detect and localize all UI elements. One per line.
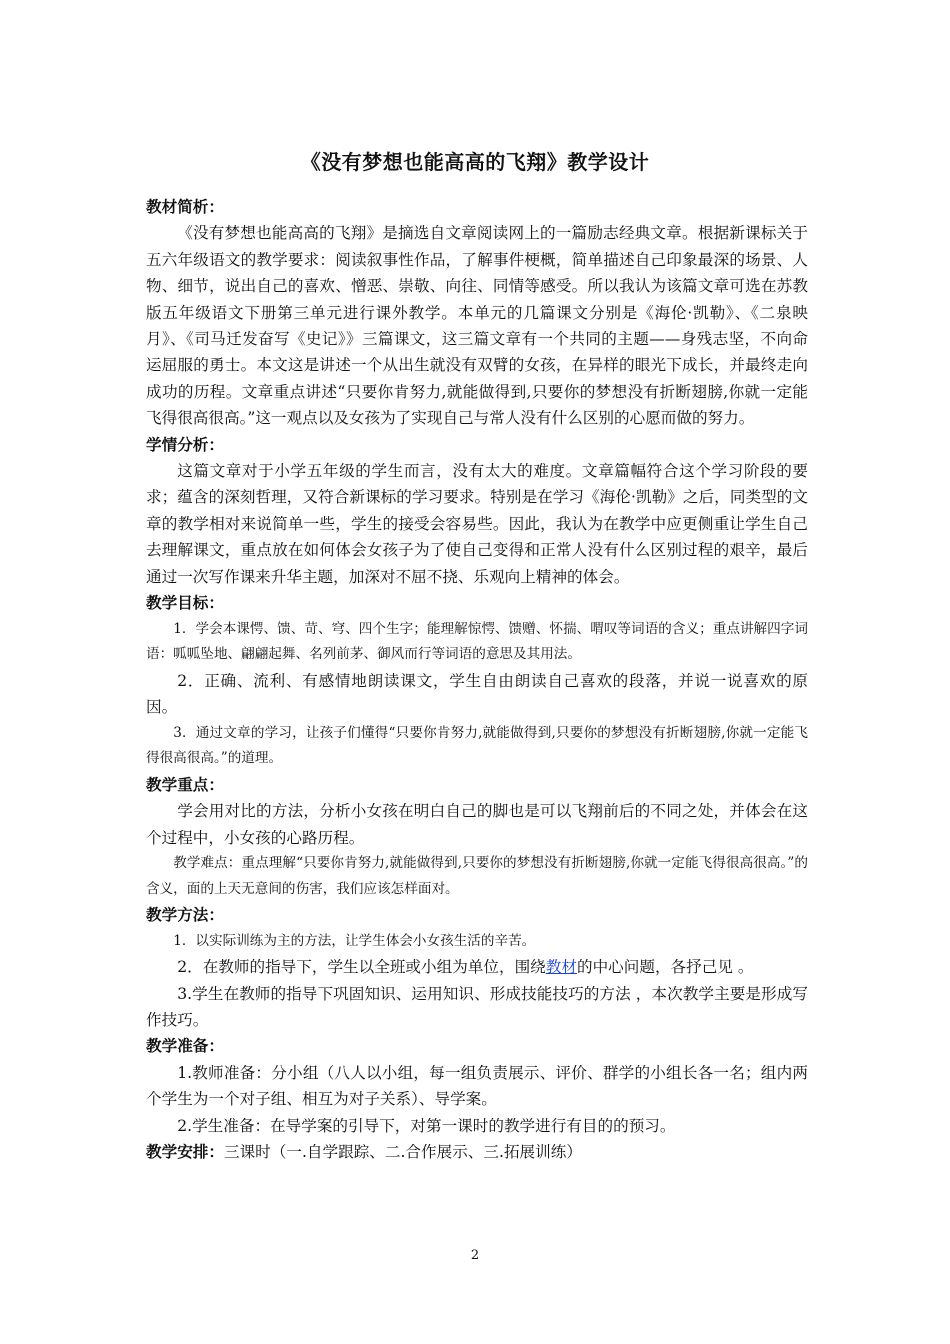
page-title: 《没有梦想也能高高的飞翔》教学设计	[300, 150, 650, 174]
material-paragraph: 《没有梦想也能高高的飞翔》是摘选自文章阅读网上的一篇励志经典文章。根据新课标关于五六年级语文的教学要求：阅读叙事性作品，了解事件梗概，简单描述自己印象最深的场景、人物、细节，说出自己的喜欢、憎恶、崇敬、向往、同情等感受。所以我认为该篇文章可选在苏教版五年级语文下册第三单元进行课外教学。本单元的几篇课文分别是《海伦·凯勒》、《二泉映月》、《司马迁发奋写《史记》》三篇课文，这三篇文章有一个共同的主题——身残志坚，不向命运屈服的勇士。本文这是讲述一个从出生就没有双臂的女孩，在异样的眼光下成长，并最终走向成功的历程。文章重点讲述“只要你肯努力,就能做得到,只要你的梦想没有折断翅膀,你就一定能飞得很高很高。”这一观点以及女孩为了实现自己与常人没有什么区别的心愿而做的努力。	[146, 224, 808, 428]
section-heading-methods: 教学方法：	[146, 906, 224, 925]
section-heading-students: 学情分析：	[146, 435, 224, 454]
document-body	[146, 194, 808, 1165]
prep-item-1: 1.教师准备：分小组（八人以小组，每一组负责展示、评价、群学的小组长各一名；组内两个学生为一个对子组、相互为对子关系）、导学案。	[146, 1063, 808, 1109]
schedule-line	[146, 1139, 808, 1165]
method-item-3: 3.学生在教师的指导下巩固知识、运用知识、形成技能技巧的方法 ，本次教学主要是形成写作技巧。	[146, 984, 808, 1029]
section-heading-goals: 教学目标：	[146, 594, 224, 613]
students-paragraph: 这篇文章对于小学五年级的学生而言，没有太大的难度。文章篇幅符合这个学习阶段的要求；蕴含的深刻哲理，又符合新课标的学习要求。特别是在学习《海伦·凯勒》之后，同类型的文章的教学相对来说简单一些，学生的接受会容易些。因此，我认为在教学中应更侧重让学生自己去理解课文，重点放在如何体会女孩子为了使自己变得和正常人没有什么区别过程的艰辛，最后通过一次写作课来升华主题，加深对不屈不挠、乐观向上精神的体会。	[146, 462, 808, 586]
section-heading-key: 教学重点：	[146, 775, 224, 794]
section-heading-prep: 教学准备：	[146, 1037, 224, 1056]
goal-item-2: 2．正确、流利、有感情地朗读课文，学生自由朗读自己喜欢的段落，并说一说喜欢的原因。	[146, 671, 808, 717]
goal-item-3: 3．通过文章的学习，让孩子们懂得“只要你肯努力,就能做得到,只要你的梦想没有折断翅膀,你就一定能飞得很高很高。”的道理。	[146, 724, 808, 767]
section-heading-material: 教材简析：	[146, 198, 224, 216]
goal-item-1: 1．学会本课愕、馈、苛、穹、四个生字；能理解惊愕、馈赠、怀揣、喟叹等词语的含义；重点讲解四字词语：呱呱坠地、翩翩起舞、名列前茅、御风而行等词语的意思及其用法。	[146, 620, 808, 663]
method-item-2	[146, 954, 808, 980]
prep-item-2: 2.学生准备：在导学案的引导下，对第一课时的教学进行有目的的预习。	[177, 1116, 676, 1135]
difficulty-paragraph: 教学难点：重点理解“只要你肯努力,就能做得到,只要你的梦想没有折断翅膀,你就一定能飞得很高很高。”的含义，面的上天无意间的伤害，我们应该怎样面对。	[146, 854, 808, 897]
method-item-1: 1．以实际训练为主的方法，让学生体会小女孩生活的辛苦。	[173, 932, 536, 949]
textbook-link[interactable]: 教材	[545, 958, 577, 977]
section-heading-schedule: 教学安排：	[146, 1142, 224, 1161]
key-paragraph: 学会用对比的方法，分析小女孩在明白自己的脚也是可以飞翔前后的不同之处，并体会在这个过程中，小女孩的心路历程。	[146, 802, 808, 847]
schedule-text: 三课时（一.自学跟踪、二.合作展示、三.拓展训练）	[223, 1142, 582, 1161]
page-number: 2	[470, 1248, 480, 1263]
method-item-2-text-after: 的中心问题，各抒己见 。	[576, 958, 754, 977]
method-item-2-text-before: 2．在教师的指导下，学生以全班或小组为单位，围绕	[177, 958, 546, 977]
